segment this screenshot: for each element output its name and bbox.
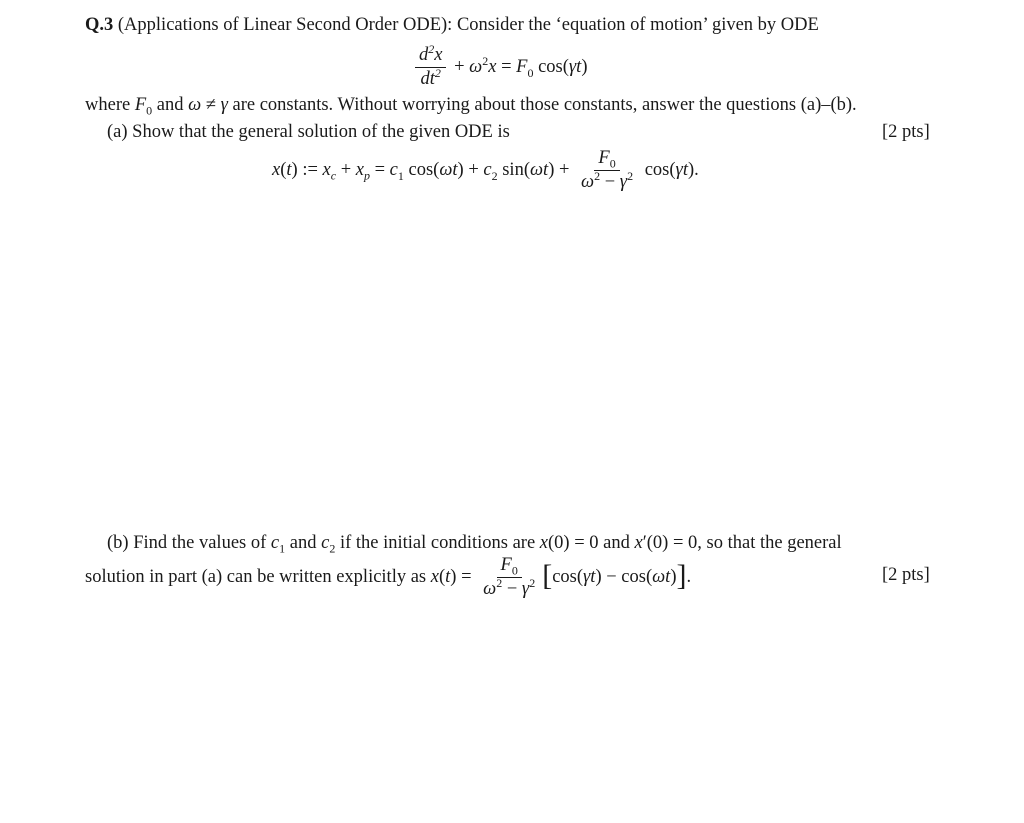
part-a-points: [2 pts] <box>882 122 930 142</box>
question-heading <box>85 16 819 35</box>
where-line: where $F_0$ and ω ≠ γ are constants. Without worrying about those constants, answer the questions (a)–(b). <box>85 95 857 118</box>
ode-equation: $\frac{d^2x}{dt^2}$ + $\omega^2x = F_0$ cos(γt) <box>412 46 588 90</box>
question-label: Q.3 <box>85 15 114 35</box>
part-b-conditions: if the initial conditions are <box>339 533 536 553</box>
part-b-points: [2 pts] <box>882 565 930 585</box>
and-word: and <box>156 95 184 115</box>
part-b-solution-text: solution in part (a) can be written explicitly as <box>85 567 427 588</box>
part-b-intro: (b) Find the values of <box>107 533 267 553</box>
general-solution: x(t) := $x_c + x_p = c_1$ $\cos(\omega t) + c_2$ sin(ωt) + $\frac{F_0}{\omega^2 - \gamma^2}$ cos(γt). <box>272 148 699 193</box>
part-a-text: (a) Show that the general solution of the given ODE is <box>107 122 510 142</box>
part-b-line1: (b) Find the values of $c_1$ and $c_2$ if the initial conditions are x(0) = 0 and x′(0) = 0, so that the general <box>107 533 842 556</box>
part-b-and2: and <box>603 533 630 553</box>
where-text: are constants. Without worrying about those constants, answer the questions (a)–(b). <box>232 95 857 115</box>
where-word: where <box>85 95 131 115</box>
question-intro: (Applications of Linear Second Order ODE): Consider the ‘equation of motion’ given by ODE <box>117 15 819 35</box>
part-b-line2: solution in part (a) can be written explicitly as x(t) = $\frac{F_0}{\omega^2 - \gamma^2}$ [cos(γt) − cos(ωt)]. <box>85 555 692 600</box>
part-b-end: , so that the general <box>697 533 842 553</box>
part-b-and: and <box>289 533 317 553</box>
